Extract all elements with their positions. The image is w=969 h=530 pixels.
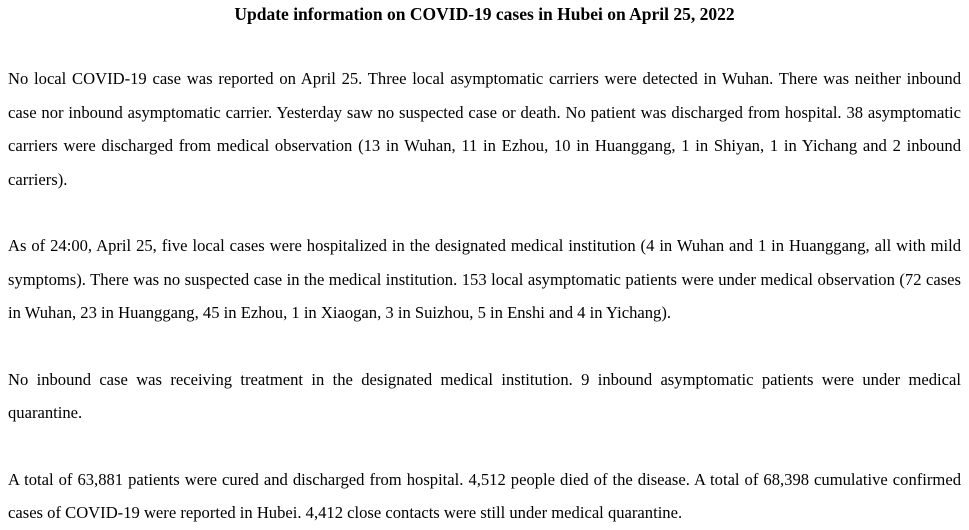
paragraph-totals: A total of 63,881 patients were cured and discharged from hospital. 4,512 people died of the disease. A total of 68,398 cumulative confirmed cases of COVID-19 were reported in Hubei. 4,412 close contacts were still under medical quarantine. bbox=[8, 469, 961, 522]
paragraph-new-cases: No local COVID-19 case was reported on April 25. Three local asymptomatic carriers were detected in Wuhan. There was neither inbound case nor inbound asymptomatic carrier. Yesterday saw no suspected case or death. No patient was discharged from hospital. 38 asymptomatic carriers were discharged from medical observation (13 in Wuhan, 11 in Ezhou, 10 in Huanggang, 1 in Shiyan, 1 in Yichang and 2 inbound carriers). bbox=[8, 69, 961, 189]
document-title: Update information on COVID-19 cases in Hubei on April 25, 2022 bbox=[234, 4, 735, 24]
paragraph-inbound: No inbound case was receiving treatment in the designated medical institution. 9 inbound asymptomatic patients were under medical quarantine. bbox=[8, 369, 961, 422]
paragraph-hospitalized: As of 24:00, April 25, five local cases were hospitalized in the designated medical institution (4 in Wuhan and 1 in Huanggang, all with mild symptoms). There was no suspected case in the medical institution. 153 local asymptomatic patients were under medical observation (72 cases in Wuhan, 23 in Huanggang, 45 in Ezhou, 1 in Xiaogan, 3 in Suizhou, 5 in Enshi and 4 in Yichang). bbox=[8, 236, 961, 322]
